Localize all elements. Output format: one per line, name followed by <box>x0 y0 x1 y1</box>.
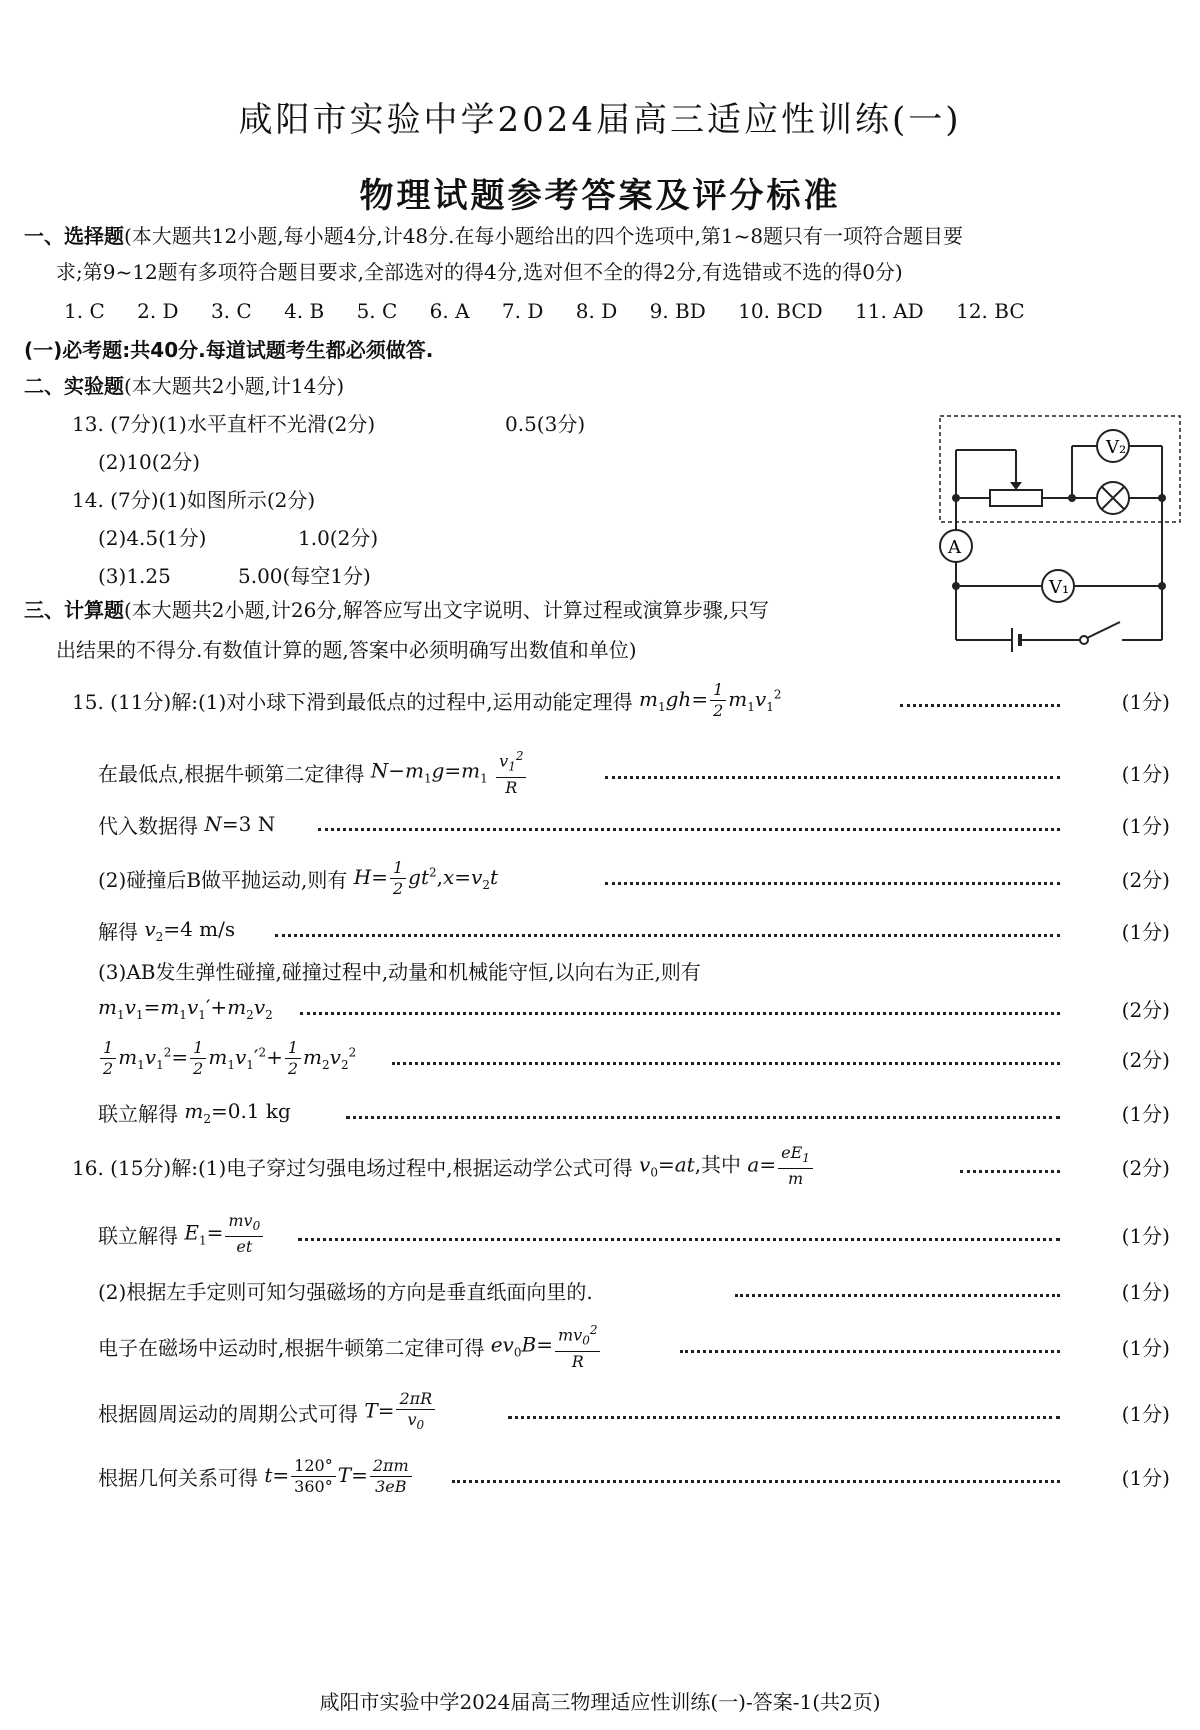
q13-line-1: 13. (7分)(1)水平直杆不光滑(2分) <box>72 412 376 436</box>
switch-icon <box>1087 622 1120 638</box>
answer-1: 1. C <box>64 299 105 323</box>
formula: T= $\frac{2\pi R}{v_0}$ <box>364 1389 437 1435</box>
formula: $m_2=0.1$ kg <box>184 1098 291 1126</box>
q15-points-4: (2分) <box>1121 868 1170 892</box>
q15-points-9: (1分) <box>1121 1102 1170 1126</box>
section1-desc-2: 求;第9~12题有多项符合题目要求,全部选对的得4分,选对但不全的得2分,有选错或不选的得0分) <box>56 260 903 284</box>
q15-row-3 <box>0 804 1200 844</box>
answer-7: 7. D <box>501 299 544 323</box>
q15-text-3: 代入数据得 <box>98 813 198 838</box>
answer-6: 6. A <box>429 299 470 323</box>
q16-text-6: 根据几何关系可得 <box>98 1465 258 1490</box>
formula: $N-m_1g=m_1$ $\frac{v_1^2}{R}$ <box>371 746 529 798</box>
q15-row-6 <box>0 950 1200 990</box>
q16-text-5: 根据圆周运动的周期公式可得 <box>98 1401 358 1426</box>
q15-row-7 <box>0 988 1200 1028</box>
q15-points-1: (1分) <box>1121 690 1170 714</box>
section1-desc-1: (本大题共12小题,每小题4分,计48分.在每小题给出的四个选项中,第1~8题只有一项符合题目要 <box>124 224 964 248</box>
q16-row-5 <box>0 1388 1200 1433</box>
answer-5: 5. C <box>356 299 398 323</box>
section1-label: 一、选择题 <box>24 224 124 248</box>
page-footer: 咸阳市实验中学2024届高三物理适应性训练(一)-答案-1(共2页) <box>319 1690 881 1714</box>
q15-row-5 <box>0 910 1200 950</box>
answer-12: 12. BC <box>956 299 1025 323</box>
formula: H= $\frac{1}{2}$ $gt^2,x=v_2t$ <box>353 857 499 898</box>
q15-points-8: (2分) <box>1121 1048 1170 1072</box>
formula: $\frac{1}{2}$ $m_1v_1^2=$ $\frac{1}{2}$ $m_1v_1'^2+$ $\frac{1}{2}$ $m_2v_2^2$ <box>98 1038 356 1079</box>
q14-line-1: 14. (7分)(1)如图所示(2分) <box>72 488 316 512</box>
section2-desc: (本大题共2小题,计14分) <box>124 374 345 398</box>
answer-9: 9. BD <box>649 299 706 323</box>
q16-row-4 <box>0 1323 1200 1371</box>
q15-row-4 <box>0 858 1200 898</box>
circuit-label-a: A <box>948 537 961 558</box>
q15-row-8 <box>0 1038 1200 1078</box>
q16-points-4: (1分) <box>1121 1336 1170 1360</box>
q16-row-2 <box>0 1210 1200 1257</box>
formula: $v_0=at$,其中 a= $\frac{eE_1}{m}$ <box>639 1143 815 1189</box>
q13-line-2: (2)10(2分) <box>98 450 201 474</box>
formula: $ev_0B=$ $\frac{mv_0^2}{R}$ <box>491 1320 603 1372</box>
section3-label: 三、计算题 <box>24 598 124 622</box>
section2-heading <box>24 372 344 400</box>
q15-points-3: (1分) <box>1121 814 1170 838</box>
q16-text-2: 联立解得 <box>98 1223 178 1248</box>
section2-label: 二、实验题 <box>24 374 124 398</box>
q16-points-3: (1分) <box>1121 1280 1170 1304</box>
q15-text-6: (3)AB发生弹性碰撞,碰撞过程中,动量和机械能守恒,以向右为正,则有 <box>98 959 701 984</box>
q16-text-4: 电子在磁场中运动时,根据牛顿第二定律可得 <box>98 1335 485 1360</box>
q16-text-1: 16. (15分)解:(1)电子穿过匀强电场过程中,根据运动学公式可得 <box>72 1155 633 1180</box>
q14-line-2a: (2)4.5(1分) <box>98 526 207 550</box>
q16-points-2: (1分) <box>1121 1224 1170 1248</box>
q15-text-1: 15. (11分)解:(1)对小球下滑到最低点的过程中,运用动能定理得 <box>72 689 633 714</box>
q14-line-3b: 5.00(每空1分) <box>238 564 371 588</box>
q16-points-6: (1分) <box>1121 1466 1170 1490</box>
rheostat-icon <box>990 490 1042 506</box>
q16-points-1: (2分) <box>1121 1156 1170 1180</box>
formula: $m_1v_1=m_1v_1'+m_2v_2$ <box>98 994 273 1022</box>
q15-row-2 <box>0 749 1200 797</box>
q15-text-5: 解得 <box>98 919 138 944</box>
q15-text-9: 联立解得 <box>98 1101 178 1126</box>
formula: t= $\frac{120^\circ}{360^\circ}$ T= $\frac{2\pi m}{3eB}$ <box>264 1456 413 1497</box>
q16-points-5: (1分) <box>1121 1402 1170 1426</box>
page-subtitle: 物理试题参考答案及评分标准 <box>359 176 841 216</box>
q16-text-3: (2)根据左手定则可知匀强磁场的方向是垂直纸面向里的. <box>98 1279 593 1304</box>
section1-heading <box>24 222 963 250</box>
q16-row-3 <box>0 1270 1200 1310</box>
q14-line-3a: (3)1.25 <box>98 564 171 588</box>
q15-points-5: (1分) <box>1121 920 1170 944</box>
answer-10: 10. BCD <box>738 299 823 323</box>
circuit-diagram <box>930 410 1190 670</box>
q16-row-6 <box>0 1456 1200 1496</box>
q15-points-2: (1分) <box>1121 762 1170 786</box>
required-note: (一)必考题:共40分.每道试题考生都必须做答. <box>24 338 434 362</box>
q14-line-2b: 1.0(2分) <box>298 526 379 550</box>
formula: N=3 N <box>204 812 276 836</box>
q15-row-9 <box>0 1092 1200 1132</box>
section3-heading <box>24 596 769 624</box>
section3-desc-2: 出结果的不得分.有数值计算的题,答案中必须明确写出数值和单位) <box>56 638 637 662</box>
q15-text-4: (2)碰撞后B做平抛运动,则有 <box>98 867 348 892</box>
circuit-label-v1: V₁ <box>1049 577 1070 598</box>
q13-line-1b: 0.5(3分) <box>505 412 586 436</box>
answer-3: 3. C <box>210 299 252 323</box>
q15-row-1 <box>0 680 1200 720</box>
formula: $m_1gh=$ $\frac{1}{2}$ $m_1v_1^2$ <box>639 679 782 720</box>
answer-4: 4. B <box>284 299 325 323</box>
q16-row-1 <box>0 1142 1200 1189</box>
choice-answers <box>64 297 1051 325</box>
answer-11: 11. AD <box>855 299 924 323</box>
answer-8: 8. D <box>575 299 618 323</box>
page-title: 咸阳市实验中学2024届高三适应性训练(一) <box>238 100 962 140</box>
q15-text-2: 在最低点,根据牛顿第二定律得 <box>98 761 365 786</box>
q15-points-7: (2分) <box>1121 998 1170 1022</box>
formula: $v_2=4$ m/s <box>144 916 236 944</box>
section3-desc-1: (本大题共2小题,计26分,解答应写出文字说明、计算过程或演算步骤,只写 <box>124 598 770 622</box>
circuit-label-v2: V₂ <box>1106 437 1127 458</box>
answer-2: 2. D <box>137 299 179 323</box>
formula: $E_1=$ $\frac{mv_0}{et}$ <box>184 1211 265 1257</box>
